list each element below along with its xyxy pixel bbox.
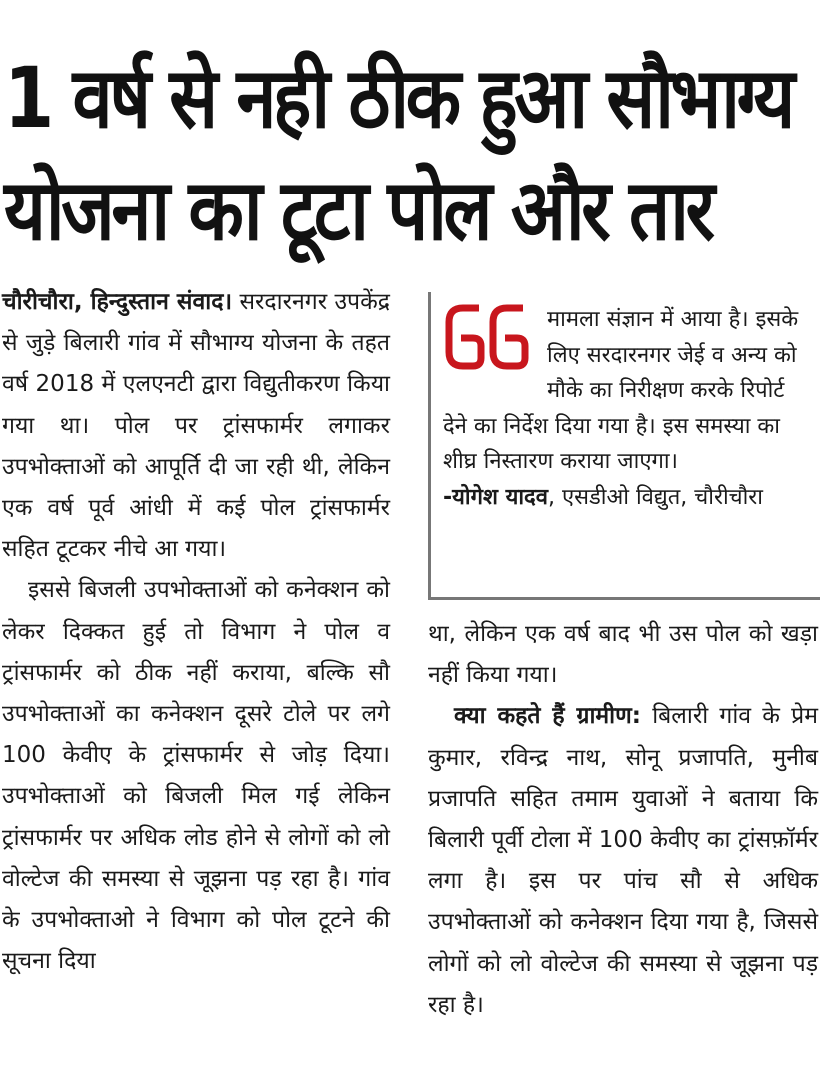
quote-text [443, 302, 815, 516]
quote-designation: , एसडीओ विद्युत, चौरीचौरा [547, 484, 764, 510]
quote-body: मामला संज्ञान में आया है। इसके लिए सरदारनगर जेई व अन्य को मौके का निरीक्षण करके रिपोर्ट देने का निर्देश दिया गया है। इस समस्या का शीघ्र निस्तारण कराया जाएगा। [443, 307, 799, 475]
article-para-2-continued: था, लेकिन एक वर्ष बाद भी उस पोल को खड़ा नहीं किया गया। [428, 621, 818, 689]
quote-attribution [443, 480, 815, 516]
article-para-2: इससे बिजली उपभोक्ताओं को कनेक्शन को लेकर दिक्कत हुई तो विभाग ने पोल व ट्रांसफार्मर को ठीक नहीं कराया, बल्कि सौ उपभोक्ताओं का कनेक्शन दूसरे टोले पर लगे 100 केवीए के ट्रांसफार्मर से जोड़ दिया। उपभोक्ताओं को बिजली मिल गई लेकिन ट्रांसफार्मर पर अधिक लोड होने से लोगों को लो वोल्टेज की समस्या से जूझना पड़ रहा है। गांव के उपभोक्ताओ ने विभाग को पोल टूटने की सूचना दिया [2, 577, 390, 975]
article-para-1-text: सरदारनगर उपकेंद्र से जुड़े बिलारी गांव में सौभाग्य योजना के तहत वर्ष 2018 में एलएनटी द्वारा विद्युतीकरण किया गया था। पोल पर ट्रांसफार्मर लगाकर उपभोक्ताओं को आपूर्ति दी जा रही थी, लेकिन एक वर्ष पूर्व आंधी में कई पोल ट्रांसफार्मर सहित टूटकर नीचे आ गया। [2, 289, 390, 563]
headline-line-1: 1 वर्ष से नही ठीक हुआ सौभाग्य [4, 49, 792, 147]
article-para-3 [428, 696, 818, 1026]
quote-box [428, 292, 820, 600]
article-para-3-text: बिलारी गांव के प्रेम कुमार, रविन्द्र नाथ, सोनू प्रजापति, मुनीब प्रजापति सहित तमाम युवाओं ने बताया कि बिलारी पूर्वी टोला में 100 केवीए का ट्रांसफ़ॉर्मर लगा है। इस पर पांच सौ से अधिक उपभोक्ताओं को कनेक्शन दिया गया है, जिससे लोगों को लो वोल्टेज की समस्या से जूझना पड़ रहा है। [428, 703, 819, 1018]
headline [4, 42, 792, 266]
article-left-column [2, 282, 390, 982]
dateline: चौरीचौरा, हिन्दुस्तान संवाद। [2, 289, 233, 315]
article-para-1 [2, 282, 390, 570]
quote-author: -योगेश यादव [443, 484, 548, 510]
article-right-column [428, 614, 818, 1026]
headline-line-2: योजना का टूटा पोल और तार [4, 161, 712, 259]
subhead-villagers: क्या कहते हैं ग्रामीण: [454, 703, 641, 730]
